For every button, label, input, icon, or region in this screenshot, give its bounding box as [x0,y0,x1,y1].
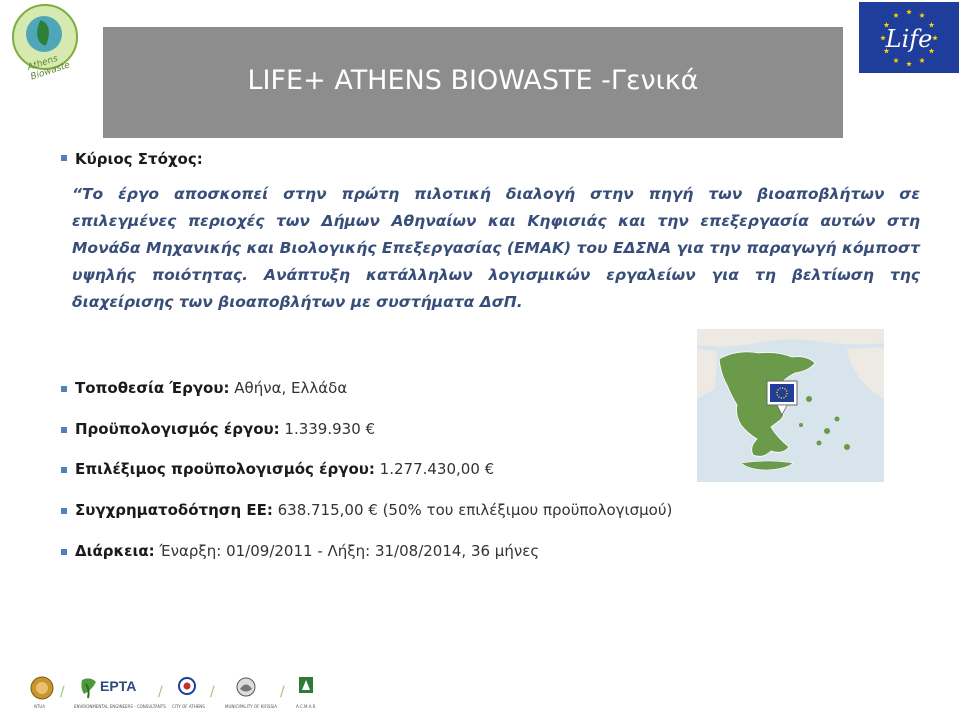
eu-star-icon [919,12,925,17]
separator: / [210,684,215,700]
epta-text: EPTA [100,678,137,694]
epta-logo [74,676,166,709]
location-label: Τοποθεσία Έργου: [75,379,230,397]
epta-caption: ENVIRONMENTAL ENGINEERS - CONSULTANTS [74,704,166,709]
bullet-objective [61,155,67,161]
eu-star-icon [932,35,938,40]
title-bar [103,27,843,138]
eligible-budget-value: 1.277.430,00 € [374,460,495,478]
eu-life-logo [859,2,959,73]
budget-value: 1.339.930 € [279,420,376,438]
eu-star-icon [919,58,925,63]
life-logo-text: Life [885,25,933,53]
bullet-eligible-budget [61,467,67,473]
eu-star-icon [906,9,912,14]
cofunding-line [75,501,672,519]
objective-label: Κύριος Στόχος: [75,150,203,168]
logo-text: Athens Biowaste [26,53,72,83]
acmar-caption: A.C.M.A.R. [296,704,317,709]
ntua-caption: NTUA [34,704,46,709]
greece-map [697,329,884,482]
separator: / [280,684,285,700]
athens-caption: CITY OF ATHENS [172,704,205,709]
separator: / [158,684,163,700]
cofunding-value: 638.715,00 € (50% του επιλέξιμου προϋπολογισμού) [272,501,673,519]
eu-stars-icon [859,2,959,73]
cofunding-label: Συγχρηματοδότηση ΕΕ: [75,501,273,519]
page-title: LIFE+ ATHENS BIOWASTE -Γενικά [247,65,699,96]
location-line [75,379,347,397]
bullet-location [61,386,67,392]
eu-star-icon [893,58,899,63]
duration-line [75,542,539,560]
kifisia-caption: MUNICIPALITY OF KIFISSIA [225,704,277,709]
greece-map-graphic [697,329,884,482]
eu-star-icon [906,61,912,66]
eligible-budget-line [75,460,494,478]
location-value: Αθήνα, Ελλάδα [229,379,348,397]
eu-star-icon [893,12,899,17]
separator: / [60,684,65,700]
kifisia-logo [225,676,277,709]
bullet-budget [61,427,67,433]
bullet-cofunding [61,508,67,514]
ntua-logo [30,676,54,709]
duration-value: Έναρξη: 01/09/2011 - Λήξη: 31/08/2014, 36 μήνες [154,542,540,560]
duration-label: Διάρκεια: [75,542,155,560]
acmar-logo [296,676,317,709]
eligible-budget-label: Επιλέξιμος προϋπολογισμός έργου: [75,460,375,478]
budget-line [75,420,375,438]
objective-quote: “Το έργο αποσκοπεί στην πρώτη πιλοτική διαλογή στην πηγή των βιοαποβλήτων σε επιλεγμένες περιοχές των Δήμων Αθηναίων και Κηφισιάς και την επεξεργασία αυτών στη Μονάδα Μηχανικής και Βιολογικής Επεξεργασίας (ΕΜΑΚ) του ΕΔΣΝΑ για την παραγωγή κόμποστ υψηλής ποιότητας. Ανάπτυξη κατάλληλων λογισμικών εργαλείων για τη βελτίωση της διαχείρισης των βιοαποβλήτων με συστήματα ΔσΠ. [72,185,920,311]
athens-logo [172,676,205,709]
bullet-duration [61,549,67,555]
partner-logos [30,676,330,712]
budget-label: Προϋπολογισμός έργου: [75,420,280,438]
athens-biowaste-logo [6,2,86,83]
